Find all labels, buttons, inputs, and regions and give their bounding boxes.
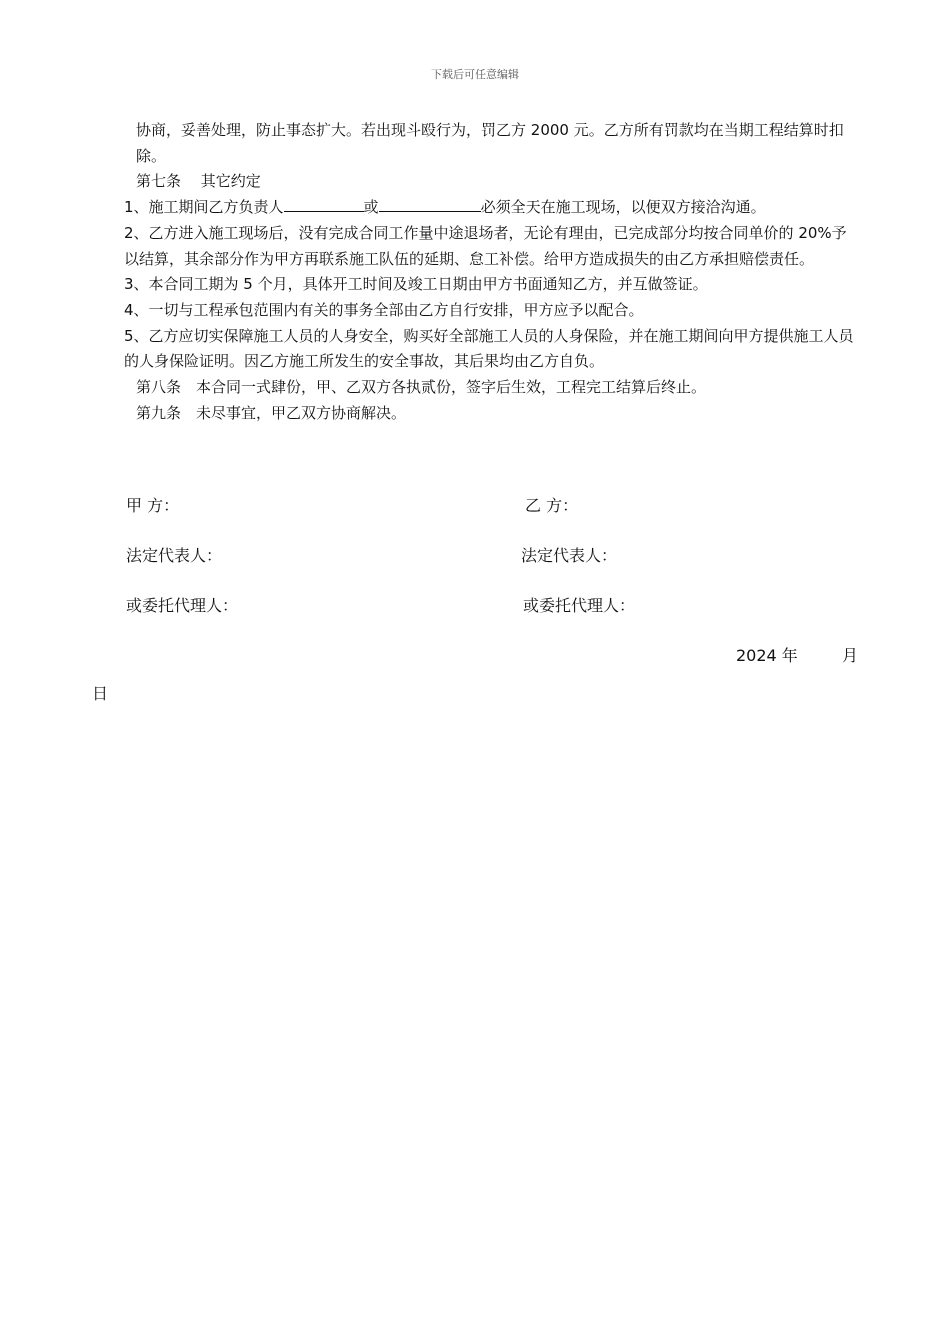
- agent-b-label: 或委托代理人：: [523, 596, 636, 615]
- page-header: 下载后可任意编辑: [431, 68, 519, 81]
- paragraph-continuation: 协商，妥善处理，防止事态扩大。若出现斗殴行为，罚乙方 2000 元。乙方所有罚款均在当期工程结算时扣除。: [136, 121, 844, 165]
- date-month: 月: [842, 646, 859, 665]
- article-9: 第九条 未尽事宜，甲乙双方协商解决。: [136, 403, 407, 422]
- article-7-item-2: 2、乙方进入施工现场后，没有完成合同工作量中途退场者，无论有理由，已完成部分均按合同单价的 20%予以结算，其余部分作为甲方再联系施工队伍的延期、怠工补偿。给甲方造成损失的由乙方承担赔偿责任。: [124, 223, 847, 268]
- article-7-item-4: 4、一切与工程承包范围内有关的事务全部由乙方自行安排，甲方应予以配合。: [124, 300, 644, 319]
- date-day: 日: [92, 684, 109, 703]
- article-7-item-3: 3、本合同工期为 5 个月，具体开工时间及竣工日期由甲方书面通知乙方，并互做签证。: [124, 275, 708, 294]
- article-8: 第八条 本合同一式肆份，甲、乙双方各执贰份，签字后生效，工程完工结算后终止。: [136, 378, 707, 397]
- blank-line-1: [284, 195, 364, 212]
- legal-rep-a-label: 法定代表人：: [126, 546, 223, 565]
- item-1-text-a: 1、施工期间乙方负责人: [124, 198, 284, 217]
- blank-line-2: [379, 195, 481, 212]
- date-year: 2024 年: [736, 646, 798, 665]
- contract-body: [124, 118, 860, 426]
- article-7-title: 第七条 其它约定: [136, 172, 261, 191]
- agent-a-label: 或委托代理人：: [126, 596, 239, 615]
- article-7-item-1: [124, 195, 860, 221]
- party-b-label: 乙 方：: [525, 496, 579, 515]
- legal-rep-b-label: 法定代表人：: [521, 546, 618, 565]
- item-1-text-c: 必须全天在施工现场，以便双方接洽沟通。: [480, 198, 766, 217]
- item-1-text-b: 或: [363, 198, 379, 217]
- party-a-label: 甲 方：: [126, 496, 180, 515]
- article-7-item-5: 5、乙方应切实保障施工人员的人身安全，购买好全部施工人员的人身保险，并在施工期间向甲方提供施工人员的人身保险证明。因乙方施工所发生的安全事故，其后果均由乙方自负。: [124, 326, 854, 371]
